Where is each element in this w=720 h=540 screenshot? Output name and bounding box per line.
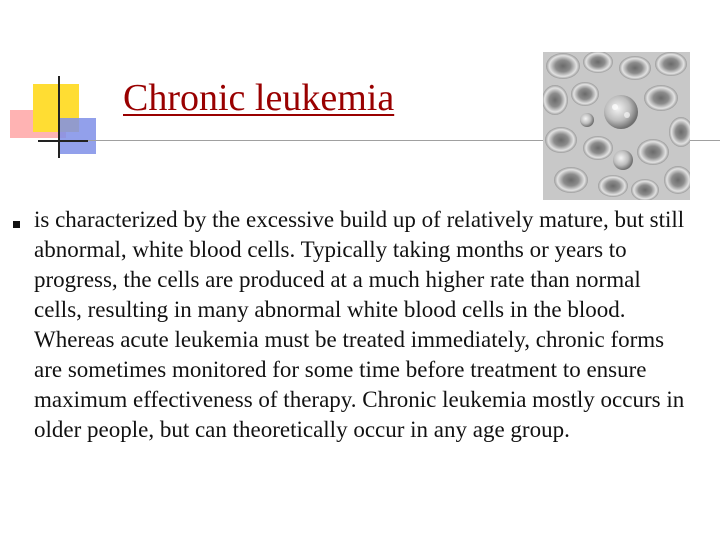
decorative-blue-block xyxy=(60,118,96,154)
bullet-marker xyxy=(13,221,20,228)
decorative-horizontal-line xyxy=(38,140,88,142)
slide-title: Chronic leukemia xyxy=(123,77,395,119)
blood-cells-illustration xyxy=(543,52,690,200)
blood-cells-image xyxy=(543,52,690,200)
bullet-text: is characterized by the excessive build up of relatively mature, but still abnormal, white blood cells. Typically taking months or years to progress, the cells are produced at a much higher rate than normal cells, resulting in many abnormal white blood cells in the blood. Whereas acute leukemia must be treated immediately, chronic forms are sometimes monitored for some time before treatment to ensure maximum effectiveness of therapy. Chronic leukemia mostly occurs in older people, but can theoretically occur in any age group. xyxy=(34,207,685,442)
decorative-vertical-line xyxy=(58,76,60,158)
